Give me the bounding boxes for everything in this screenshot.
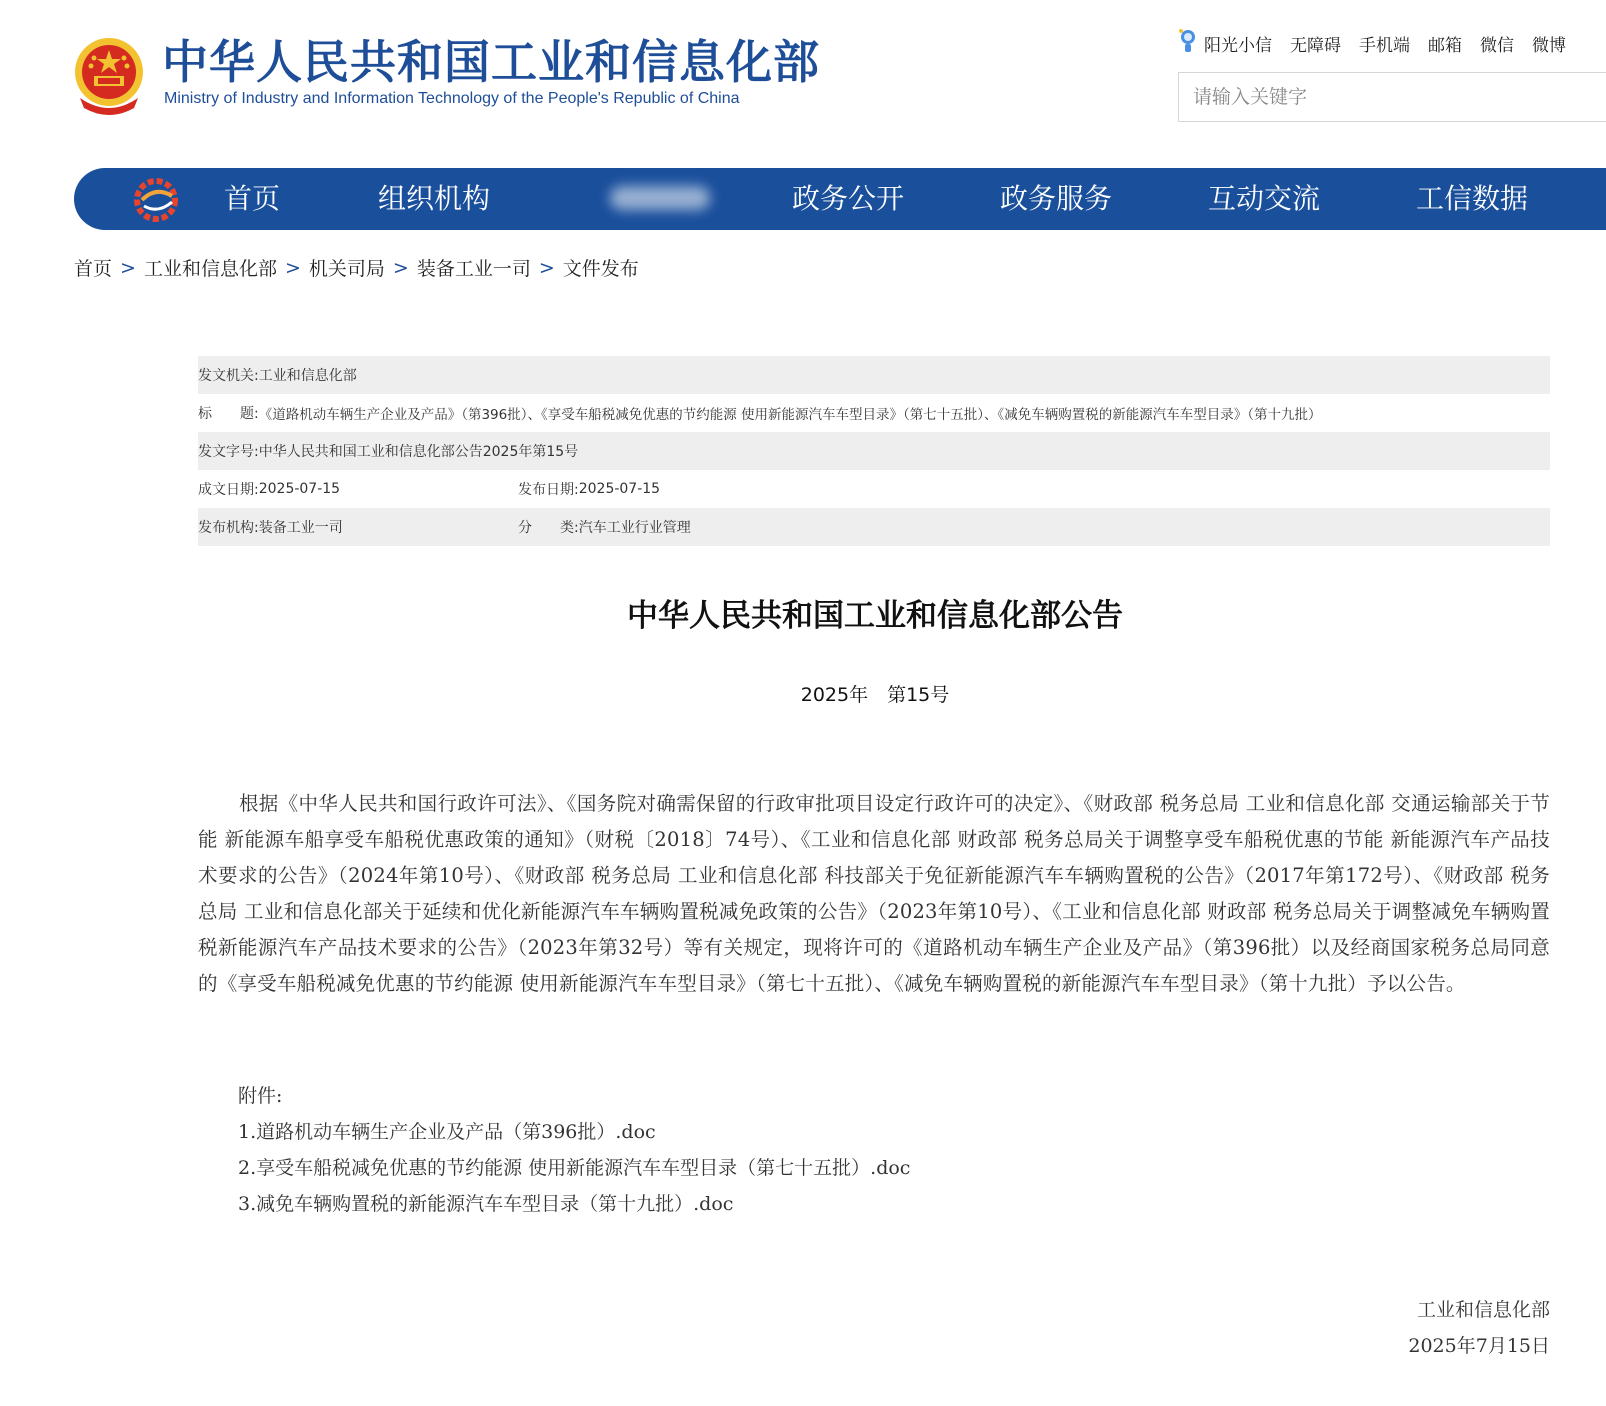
meta-row-doc-no [198, 432, 1550, 470]
signature [1408, 1292, 1550, 1364]
meta-row-publisher [198, 508, 1550, 546]
breadcrumb-documents[interactable]: 文件发布 [562, 258, 639, 280]
top-utility-links [1178, 28, 1584, 58]
link-accessibility[interactable]: 无障碍 [1290, 35, 1341, 56]
publisher-label: 发布机构: [198, 520, 259, 536]
written-date-cell [198, 479, 518, 499]
meta-row-title [198, 394, 1550, 432]
link-sunshine-assistant[interactable]: 阳光小信 [1204, 35, 1272, 56]
written-date-label: 成文日期: [198, 482, 259, 498]
nav-blurred-item [610, 186, 710, 210]
link-weibo[interactable]: 微博 [1532, 35, 1566, 56]
document-metadata [198, 356, 1550, 546]
nav-organization[interactable]: 组织机构 [378, 182, 491, 215]
nav-government-affairs[interactable]: 政务公开 [792, 182, 905, 215]
miit-logo-icon[interactable] [134, 178, 178, 222]
nav-home[interactable]: 首页 [224, 182, 281, 215]
breadcrumb-separator: > [538, 256, 555, 279]
national-emblem-icon [72, 36, 146, 116]
publish-date-label: 发布日期: [518, 482, 579, 498]
signature-date: 2025年7月15日 [1408, 1335, 1550, 1357]
breadcrumb-separator: > [392, 256, 409, 279]
breadcrumb-separator: > [284, 256, 301, 279]
doc-no-value: 中华人民共和国工业和信息化部公告2025年第15号 [258, 444, 579, 460]
breadcrumb [74, 254, 639, 281]
category-label: 分 类: [518, 520, 579, 536]
meta-row-issuer [198, 356, 1550, 394]
search-input[interactable] [1179, 73, 1606, 121]
attachment-link-2[interactable]: 2.享受车船税减免优惠的节约能源 使用新能源汽车车型目录（第七十五批）.doc [238, 1157, 911, 1179]
issuer-label: 发文机关: [198, 368, 259, 384]
assistant-avatar-icon[interactable] [1178, 28, 1198, 58]
publish-date-cell [518, 479, 660, 499]
nav-data[interactable]: 工信数据 [1416, 182, 1529, 215]
breadcrumb-departments[interactable]: 机关司局 [308, 258, 385, 280]
breadcrumb-home[interactable]: 首页 [74, 258, 113, 280]
category-value: 汽车工业行业管理 [578, 520, 691, 536]
signature-org: 工业和信息化部 [1416, 1299, 1550, 1321]
publisher-value: 装备工业一司 [258, 520, 343, 536]
nav-interaction[interactable]: 互动交流 [1208, 182, 1321, 215]
attachments [238, 1078, 910, 1222]
meta-row-dates [198, 470, 1550, 508]
nav-government-services[interactable]: 政务服务 [1000, 182, 1113, 215]
site-title-en: Ministry of Industry and Information Technology of the People's Republic of China [164, 90, 740, 107]
category-cell [518, 517, 691, 537]
attachment-link-1[interactable]: 1.道路机动车辆生产企业及产品（第396批）.doc [238, 1121, 656, 1143]
breadcrumb-separator: > [120, 256, 136, 279]
title-label: 标 题: [198, 406, 259, 422]
publisher-cell [198, 517, 518, 537]
attachments-label: 附件: [238, 1085, 283, 1107]
link-mail[interactable]: 邮箱 [1428, 35, 1462, 56]
written-date-value: 2025-07-15 [258, 481, 341, 497]
site-title-cn[interactable]: 中华人民共和国工业和信息化部 [162, 35, 820, 89]
link-mobile[interactable]: 手机端 [1359, 35, 1410, 56]
title-value: 《道路机动车辆生产企业及产品》（第396批）、《享受车船税减免优惠的节约能源 使用新能源汽车车型目录》（第七十五批）、《减免车辆购置税的新能源汽车车型目录》（第十九批） [258, 407, 1322, 423]
document-body: 根据《中华人民共和国行政许可法》、《国务院对确需保留的行政审批项目设定行政许可的决定》、《财政部 税务总局 工业和信息化部 交通运输部关于节能 新能源车船享受车船税优惠政策的通知》（财税〔2018〕74号）、《工业和信息化部 财政部 税务总局关于调整享受车船税优惠的节能 新能源汽车产品技术要求的公告》（2024年第10号）、《财政部 税务总局 工业和信息化部 科技部关于免征新能源汽车车辆购置税的公告》（2017年第172号）、《财政部 税务总局 工业和信息化部关于延续和优化新能源汽车车辆购置税减免政策的公告》（2023年第10号）、《工业和信息化部 财政部 税务总局关于调整减免车辆购置税新能源汽车产品技术要求的公告》（2023年第32号）等有关规定，现将许可的《道路机动车辆生产企业及产品》（第396批）以及经商国家税务总局同意的《享受车船税减免优惠的节约能源 使用新能源汽车车型目录》（第七十五批）、《减免车辆购置税的新能源汽车车型目录》（第十九批）予以公告。 [198, 792, 1550, 995]
document-number: 2025年 第15号 [800, 684, 950, 706]
breadcrumb-equipment-dept[interactable]: 装备工业一司 [416, 258, 531, 280]
attachment-link-3[interactable]: 3.减免车辆购置税的新能源汽车车型目录（第十九批）.doc [238, 1193, 734, 1215]
doc-no-label: 发文字号: [198, 444, 259, 460]
link-wechat[interactable]: 微信 [1480, 35, 1514, 56]
document-title: 中华人民共和国工业和信息化部公告 [627, 598, 1123, 634]
search-box [1178, 72, 1606, 122]
breadcrumb-miit[interactable]: 工业和信息化部 [143, 258, 277, 280]
publish-date-value: 2025-07-15 [578, 481, 661, 497]
issuer-value: 工业和信息化部 [258, 368, 357, 384]
